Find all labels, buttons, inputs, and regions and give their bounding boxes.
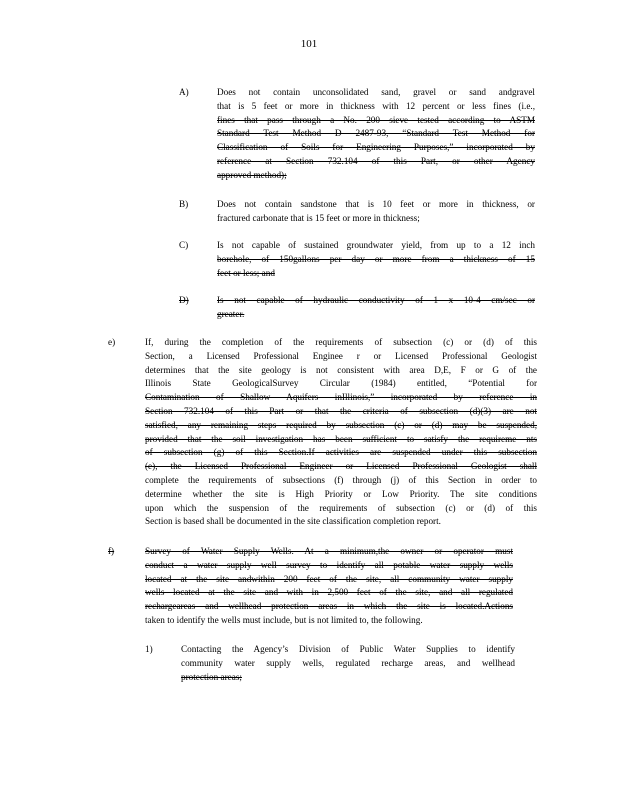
line: feet or less; and: [217, 267, 275, 278]
page-number: 101: [300, 38, 318, 50]
item-label-1: 1): [145, 644, 153, 654]
item-text-f: [145, 545, 513, 628]
line: greater.: [217, 308, 245, 319]
line: Is not capable of hydraulic conductivity of 1 x 10-4 cm/sec or: [217, 295, 535, 305]
item-label-a: A): [179, 87, 189, 97]
line: (e), the Licensed Professional Engineer or Licensed Professional Geologist shall: [145, 461, 537, 472]
line: protection areas;: [181, 671, 242, 682]
line: determines that the site geology is not consistent with area D,E, F or G of the: [145, 364, 537, 375]
item-text-c: [217, 239, 535, 280]
line: reference at Section 732.104 of this Part, or other Agency: [217, 155, 535, 166]
line: that is 5 feet or more in thickness with 12 percent or less fines (i.e.,: [217, 100, 535, 111]
line: Section is based shall be documented in the site classification completion report.: [145, 516, 441, 527]
line: If, during the completion of the requirements of subsection (c) or (d) of this: [145, 337, 537, 347]
item-label-b: B): [179, 199, 189, 209]
line: upon which the suspension of the requirements of subsection (c) or (d) of this: [145, 502, 537, 513]
line: Survey of Water Supply Wells. At a minimum,the owner or operator must: [145, 546, 513, 556]
line: rechargeareas and wellhead protection areas in which the site is located.Actions: [145, 601, 513, 612]
line: Does not contain sandstone that is 10 feet or more in thickness, or: [217, 199, 535, 209]
line: located at the site andwithin 200 feet of the site, all community water supply: [145, 573, 513, 584]
line: Section 732.104 of this Part or that the criteria of subsection (d)(3) are not: [145, 405, 537, 416]
item-text-a: [217, 86, 535, 183]
item-label-f: f): [108, 546, 115, 556]
line: conduct a water supply well survey to identify all potable water supply wells: [145, 559, 513, 570]
line: taken to identify the wells must include, but is not limited to, the following.: [145, 614, 423, 625]
line: Section, a Licensed Professional Enginee r or Licensed Professional Geologist: [145, 350, 537, 361]
line: fractured carbonate that is 15 feet or more in thickness;: [217, 212, 420, 223]
item-label-d: D): [179, 295, 189, 305]
item-text-d: [217, 294, 535, 322]
line: Does not contain unconsolidated sand, gravel or sand andgravel: [217, 87, 535, 97]
line: Classification of Soils for Engineering Purposes,” incorporated by: [217, 142, 535, 153]
item-text-1: [181, 643, 515, 684]
line: approved method);: [217, 169, 287, 180]
item-text-b: [217, 198, 535, 226]
item-text-e: [145, 336, 537, 529]
line: of subsection (g) of this Section.If activities are suspended under this subsection: [145, 447, 537, 458]
line: fines that pass through a No. 200 sieve tested according to ASTM: [217, 114, 535, 125]
line: Contamination of Shallow Aquifers inIllinois,” incorporated by reference in: [145, 392, 537, 403]
line: provided that the soil investigation has been sufficient to satisfy the requireme nts: [145, 433, 537, 444]
item-label-c: C): [179, 240, 189, 250]
line: community water supply wells, regulated recharge areas, and wellhead: [181, 657, 515, 668]
line: borehole, of 150gallons per day or more from a thickness of 15: [217, 253, 535, 264]
line: wells located at the site and with in 2,500 feet of the site, and all regulated: [145, 587, 513, 598]
line: determine whether the site is High Priority or Low Priority. The site conditions: [145, 488, 537, 499]
line: Is not capable of sustained groundwater yield, from up to a 12 inch: [217, 240, 535, 250]
line: satisfied, any remaining steps required by subsection (c) or (d) may be suspended,: [145, 419, 537, 430]
line: Standard Test Method D 2487-93, “Standard Test Method for: [217, 128, 535, 139]
line: complete the requirements of subsections (f) through (j) of this Section in order to: [145, 474, 537, 485]
line: Illinois State GeologicalSurvey Circular (1984) entitled, “Potential for: [145, 378, 537, 389]
line: Contacting the Agency’s Division of Public Water Supplies to identify: [181, 644, 515, 654]
item-label-e: e): [108, 337, 116, 347]
